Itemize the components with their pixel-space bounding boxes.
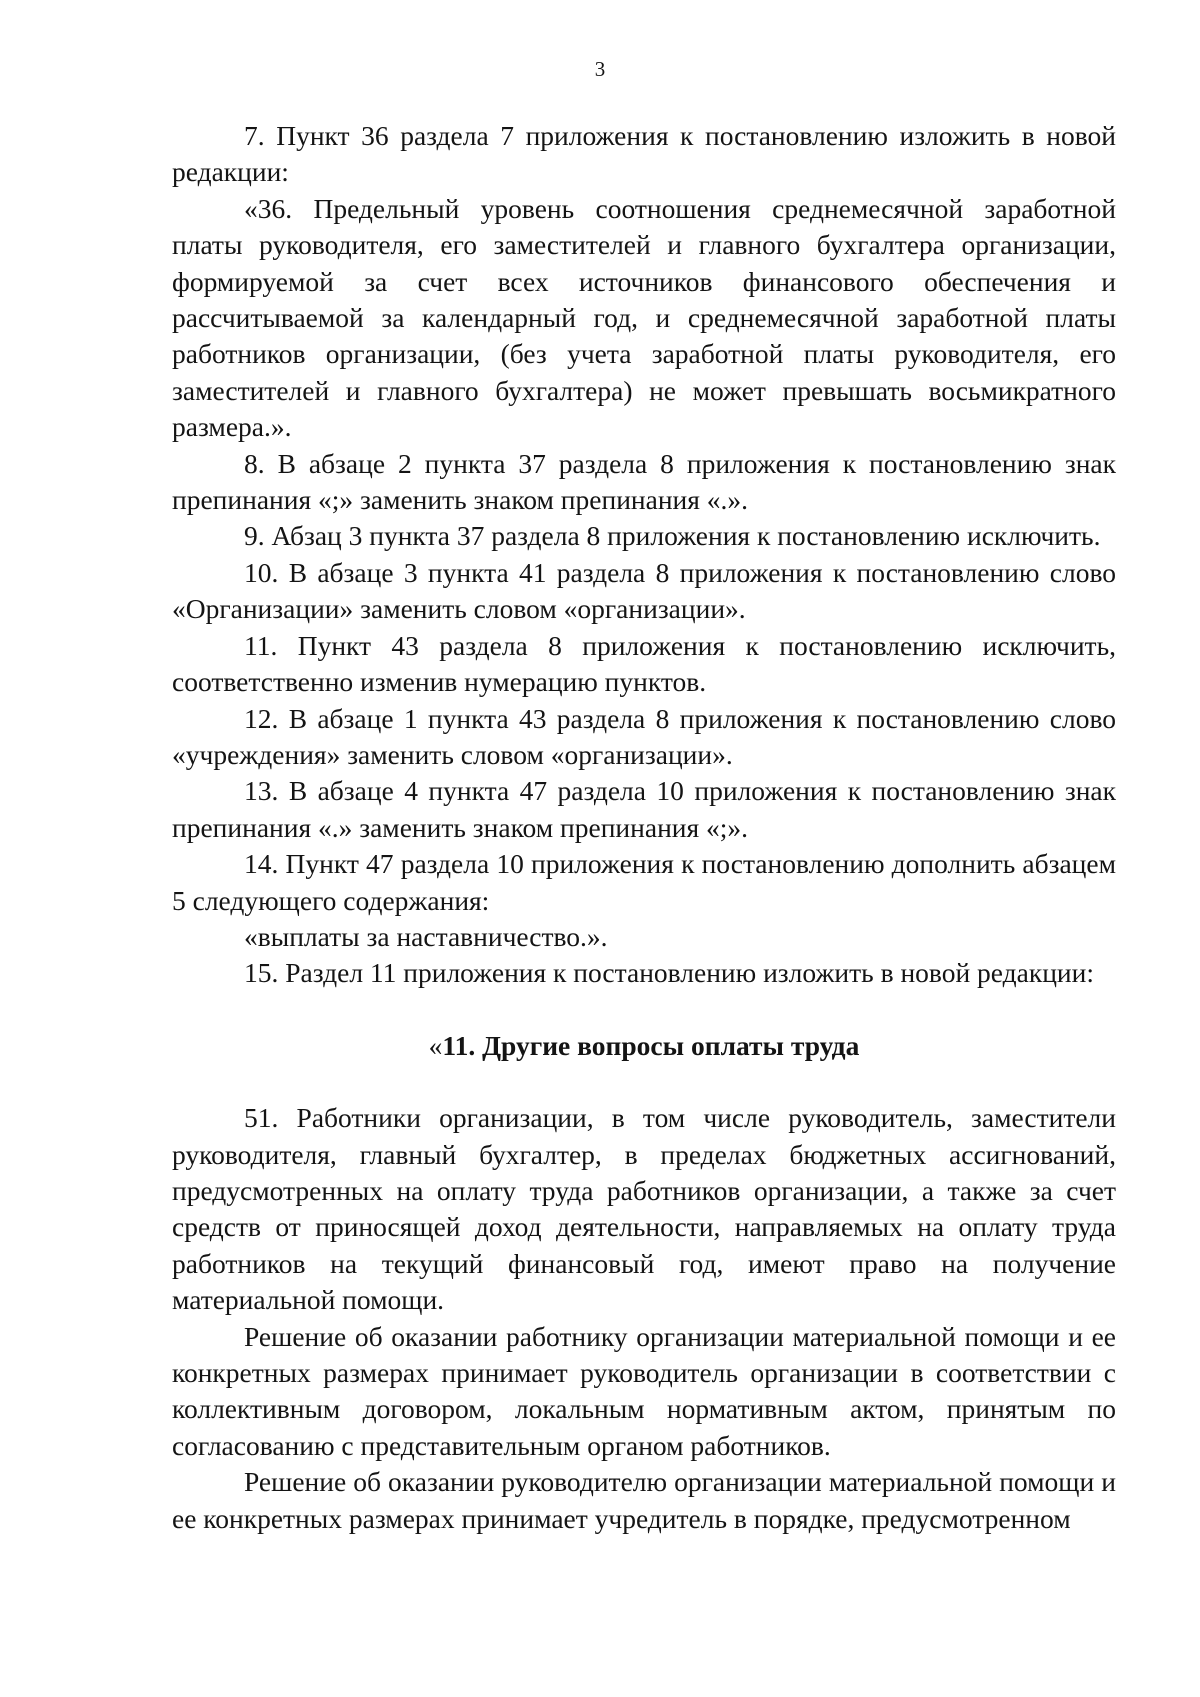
paragraph-employee-aid: Решение об оказании работнику организации материальной помощи и ее конкретных размерах принимает руководитель организации в соответствии с коллективным договором, локальным нормативным актом, принятым по согласованию с представительным органом работников. [172, 1320, 1116, 1461]
paragraph-item-13: 13. В абзаце 4 пункта 47 раздела 10 приложения к постановлению знак препинания «.» заменить знаком препинания «;». [172, 775, 1116, 843]
document-body [172, 118, 1116, 1537]
section-heading-quote: « [428, 1029, 443, 1061]
paragraph-item-36-text: «36. Предельный уровень соотношения среднемесячной заработной платы руководителя, его заместителей и главного бухгалтера организации, формируемой за счет всех источников финансового обеспечения и рассчитываемой за календарный год, и среднемесячной заработной платы работников организации, (без учета заработной платы руководителя, его заместителей и главного бухгалтера) не может превышать восьмикратного размера.». [172, 192, 1116, 443]
paragraph-item-11: 11. Пункт 43 раздела 8 приложения к постановлению исключить, соответственно изменив нумерацию пунктов. [172, 629, 1116, 698]
section-heading [172, 1028, 1116, 1064]
paragraph-item-15: 15. Раздел 11 приложения к постановлению изложить в новой редакции: [244, 957, 1094, 989]
paragraph-item-9: 9. Абзац 3 пункта 37 раздела 8 приложения к постановлению исключить. [244, 520, 1101, 552]
paragraph-item-7: 7. Пункт 36 раздела 7 приложения к постановлению изложить в новой редакции: [172, 120, 1116, 188]
page-number: 3 [594, 57, 606, 81]
paragraph-head-aid: Решение об оказании руководителю организации материальной помощи и ее конкретных размерах принимает учредитель в порядке, предусмотренном [172, 1466, 1116, 1534]
paragraph-quoted-line: «выплаты за наставничество.». [244, 920, 608, 952]
paragraph-item-51: 51. Работники организации, в том числе руководитель, заместители руководителя, главный бухгалтер, в пределах бюджетных ассигнований, предусмотренных на оплату труда работников организации, а также за счет средств от приносящей доход деятельности, направляемых на оплату труда работников на текущий финансовый год, имеют право на получение материальной помощи. [172, 1102, 1116, 1316]
paragraph-item-10: 10. В абзаце 3 пункта 41 раздела 8 приложения к постановлению слово «Организации» заменить словом «организации». [172, 556, 1116, 625]
paragraph-item-12: 12. В абзаце 1 пункта 43 раздела 8 приложения к постановлению слово «учреждения» заменить словом «организации». [172, 702, 1116, 770]
paragraph-item-14: 14. Пункт 47 раздела 10 приложения к постановлению дополнить абзацем 5 следующего содержания: [172, 848, 1116, 916]
paragraph-item-8: 8. В абзаце 2 пункта 37 раздела 8 приложения к постановлению знак препинания «;» заменить знаком препинания «.». [172, 447, 1116, 516]
section-heading-title: 11. Другие вопросы оплаты труда [442, 1029, 860, 1061]
